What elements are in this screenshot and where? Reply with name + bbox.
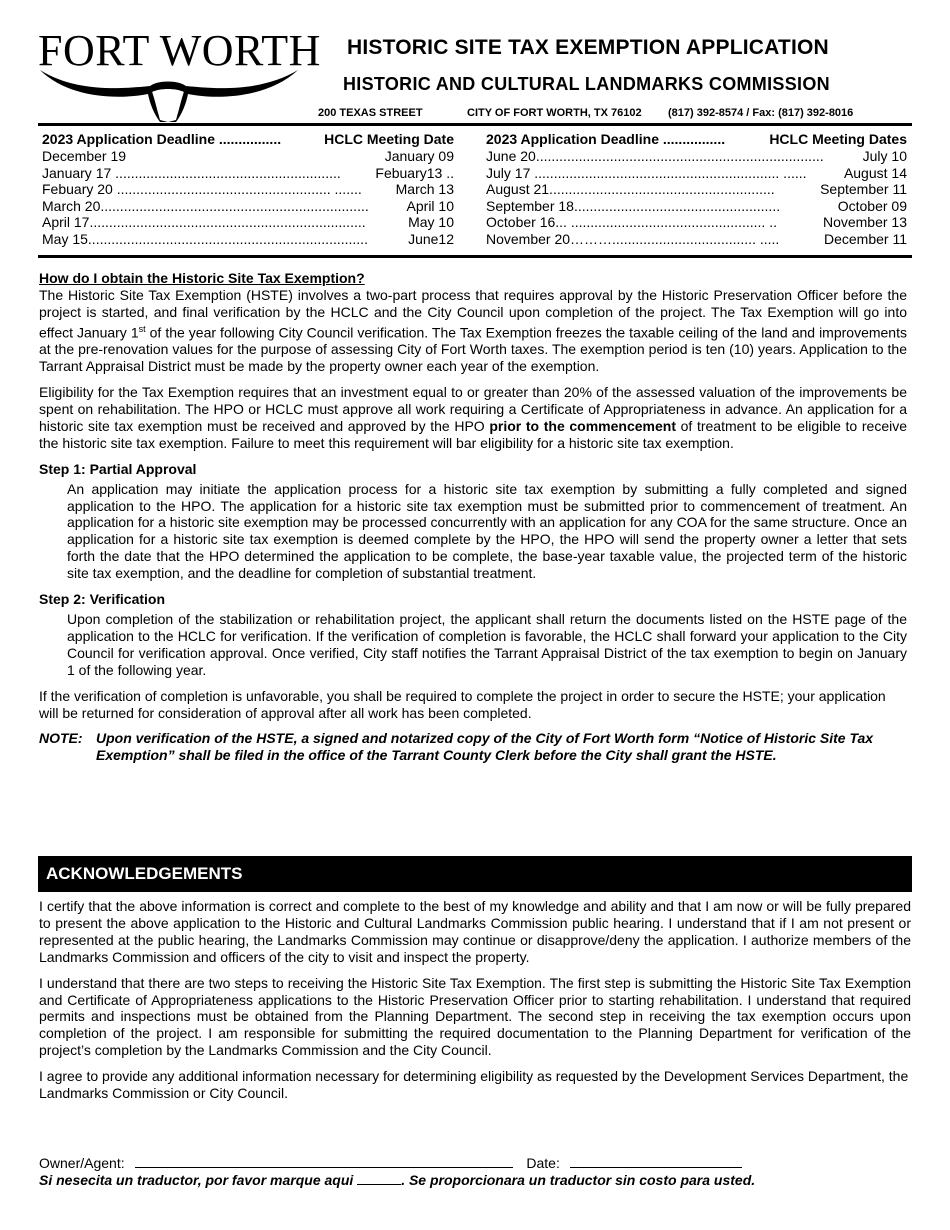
deadline-table-right — [486, 130, 907, 248]
step2-heading: Step 2: Verification — [39, 591, 166, 608]
overview-text-a: The Historic Site Tax Exemption (HSTE) involves a two-part process that requires approval by the Historic Preservation Officer before the project is started, and final verification by the HCLC and the City Council upon completion of the project. The Tax Exemption will go into effect January 1 — [39, 286, 907, 341]
meeting-date: July 10 — [862, 148, 907, 164]
deadline-date: December 19 — [42, 148, 127, 164]
deadline-row — [486, 198, 907, 215]
deadline-date: May 15........................................................................ — [42, 230, 368, 247]
step1-text: An application may initiate the application process for a historic site tax exemption by submitting a fully completed and signed application to the HPO. The application for a historic site tax exemption must be submitted prior to commencement of treatment. An application for a historic site exemption may be processed concurrently with an application for any COA for the same structure. Once an application for a historic site tax exemption is deemed complete by the HPO, the HPO will send the property owner a letter that sets forth the date that the HPO determined the application to be complete, the base-year taxable value, the projected term of the historic site tax exemption, and the deadline for completion of substantial treatment. — [67, 480, 907, 582]
date-label: Date: — [526, 1155, 560, 1171]
page-title: HISTORIC SITE TAX EXEMPTION APPLICATION — [347, 36, 829, 59]
note-label: NOTE: — [39, 730, 83, 747]
paragraph-eligibility — [39, 384, 907, 452]
heading-app-deadline: 2023 Application Deadline ................ — [486, 131, 726, 147]
paragraph-overview — [39, 287, 907, 375]
eligibility-text-b: of treatment to be eligible to receive the historic site tax exemption. Failure to meet this requirement will bar eligibility for a historic site tax exemption. — [39, 417, 907, 451]
meeting-date: May 10 — [408, 214, 454, 231]
note-text: Upon verification of the HSTE, a signed and notarized copy of the City of Fort Worth form “Notice of Historic Site Tax Exemption” shall be filed in the office of the Tarrant County Clerk before the City shall grant the HSTE. — [96, 730, 874, 764]
acknowledgements-header: ACKNOWLEDGEMENTS — [38, 856, 912, 892]
unfavorable-text: If the verification of completion is unfavorable, you shall be required to complete the project in order to secure the HSTE; your application will be returned for consideration of approval after all work has been completed. — [39, 687, 886, 721]
deadline-date: August 21.......................................................... — [486, 181, 775, 198]
translator-checkbox-line[interactable] — [357, 1172, 401, 1185]
meeting-date: December 11 — [823, 230, 907, 247]
deadline-row — [42, 148, 454, 165]
acknowledgements-section — [39, 898, 911, 1111]
header-divider — [38, 123, 912, 126]
city-address: CITY OF FORT WORTH, TX 76102 — [467, 107, 642, 119]
eligibility-text-a: Eligibility for the Tax Exemption requires that an investment equal to or greater than 20% of the assessed valuation of the improvements be spent on rehabilitation. The HPO or HCLC must approve all work requiring a Certificate of Appropriateness in advance. An application for a historic site tax exemption must be received and approved by the HPO — [39, 384, 907, 434]
meeting-date: March 13 — [395, 181, 454, 198]
deadline-heading-right — [486, 130, 907, 148]
owner-agent-label: Owner/Agent: — [39, 1155, 125, 1171]
deadline-row — [42, 165, 454, 182]
deadline-row — [42, 214, 454, 231]
meeting-date: August 14 — [843, 164, 907, 181]
deadline-divider — [38, 255, 912, 258]
page-subtitle: HISTORIC AND CULTURAL LANDMARKS COMMISSION — [343, 74, 830, 94]
section-heading: How do I obtain the Historic Site Tax Exemption? — [39, 270, 365, 286]
deadline-date: March 20..................................................................... — [42, 197, 369, 214]
street-address: 200 TEXAS STREET — [318, 107, 423, 119]
deadline-table-left — [42, 130, 454, 248]
deadline-date: October 16... .................................................. .. — [486, 214, 777, 231]
fort-worth-logo — [38, 26, 321, 124]
deadline-date: June 20.......................................................................... — [486, 148, 824, 164]
deadline-date: September 18..................................................... — [486, 197, 781, 214]
meeting-date: April 10 — [406, 197, 454, 214]
meeting-date: January 09 — [384, 148, 454, 164]
longhorn-icon — [38, 68, 300, 124]
deadline-date: July 17 ............................................................... ...... — [486, 164, 807, 181]
phone-fax: (817) 392-8574 / Fax: (817) 392-8016 — [668, 107, 854, 119]
deadline-row — [486, 165, 907, 182]
meeting-date: October 09 — [837, 197, 907, 214]
translator-text-b: . Se proporcionara un traductor sin costo para usted. — [401, 1172, 756, 1188]
signature-row — [39, 1154, 911, 1171]
ack-certify-text: I certify that the above information is correct and complete to the best of my knowledge and ability and that I am now or will be fully prepared to present the above application to the Historic and Cultural Landmarks Commission public hearing. I understand that if I am not present or represented at the public hearing, the Landmarks Commission may continue or disapprove/deny the application. I authorize members of the Landmarks Commission and officers of the city to visit and inspect the property. — [39, 898, 911, 965]
deadline-date: Febuary 20 ....................................................... ....... — [42, 181, 362, 198]
ack-agree-text: I agree to provide any additional information necessary for determining eligibility as requested by the Development Services Department, the Landmarks Commission or City Council. — [39, 1068, 909, 1102]
deadline-row — [486, 181, 907, 198]
meeting-date: June12 — [408, 230, 454, 247]
date-field[interactable] — [570, 1154, 742, 1168]
logo-wordmark: FORT WORTH — [38, 26, 321, 75]
deadline-row — [486, 214, 907, 231]
heading-meeting-dates: HCLC Meeting Dates — [769, 131, 907, 147]
ack-steps-text: I understand that there are two steps to receiving the Historic Site Tax Exemption. The first step is submitting the Historic Site Tax Exemption and Certificate of Appropriateness applications to the Historic Preservation Officer prior to starting rehabilitation. I understand that required permits and inspections must be obtained from the Planning Department. The second step in receiving the tax exemption occurs upon completion of the project. I am responsible for submitting the required documentation to the Planning Department for verification of the project’s completion by the Landmarks Commission and the City Council. — [39, 974, 911, 1059]
deadline-row — [486, 148, 907, 165]
owner-agent-field[interactable] — [135, 1154, 513, 1168]
ordinal-suffix: st — [138, 323, 146, 334]
instructions-section — [39, 270, 907, 764]
step1-heading: Step 1: Partial Approval — [39, 460, 197, 477]
eligibility-emphasis: prior to the commencement — [489, 417, 676, 434]
translator-text-a: Si nesecita un traductor, por favor marque aqui — [39, 1172, 354, 1188]
meeting-date: September 11 — [820, 181, 907, 198]
deadline-row — [42, 181, 454, 198]
overview-text-b: of the year following City Council verification. The Tax Exemption freezes the taxable ceiling of the land and improvements at the pre-renovation values for the purpose of assessing City of Fort Worth taxes. The exemption period is ten (10) years. Application to the Tarrant Appraisal District must be made by the property owner each year of the exemption. — [39, 324, 907, 375]
heading-app-deadline: 2023 Application Deadline ................ — [42, 131, 282, 147]
deadline-heading-left — [42, 130, 454, 148]
deadline-row — [42, 231, 454, 248]
heading-meeting-date: HCLC Meeting Date — [324, 131, 454, 147]
deadline-date: April 17....................................................................... — [42, 214, 366, 231]
meeting-date: November 13 — [822, 214, 907, 231]
deadline-date: November 20………..................................... ..... — [486, 230, 780, 247]
deadline-date: January 17 .......................................................... — [42, 164, 341, 181]
deadline-row — [42, 198, 454, 215]
note-block — [39, 730, 907, 764]
meeting-date: Febuary13 .. — [375, 164, 454, 181]
deadline-row — [486, 231, 907, 248]
translator-notice — [39, 1172, 755, 1188]
step2-text: Upon completion of the stabilization or rehabilitation project, the applicant shall return the documents listed on the HSTE page of the application to the HCLC for verification. If the verification of completion is favorable, the HCLC shall forward your application to the City Council for verification approval. Once verified, City staff notifies the Tarrant Appraisal District of the tax exemption to begin on January 1 of the following year. — [67, 610, 907, 678]
